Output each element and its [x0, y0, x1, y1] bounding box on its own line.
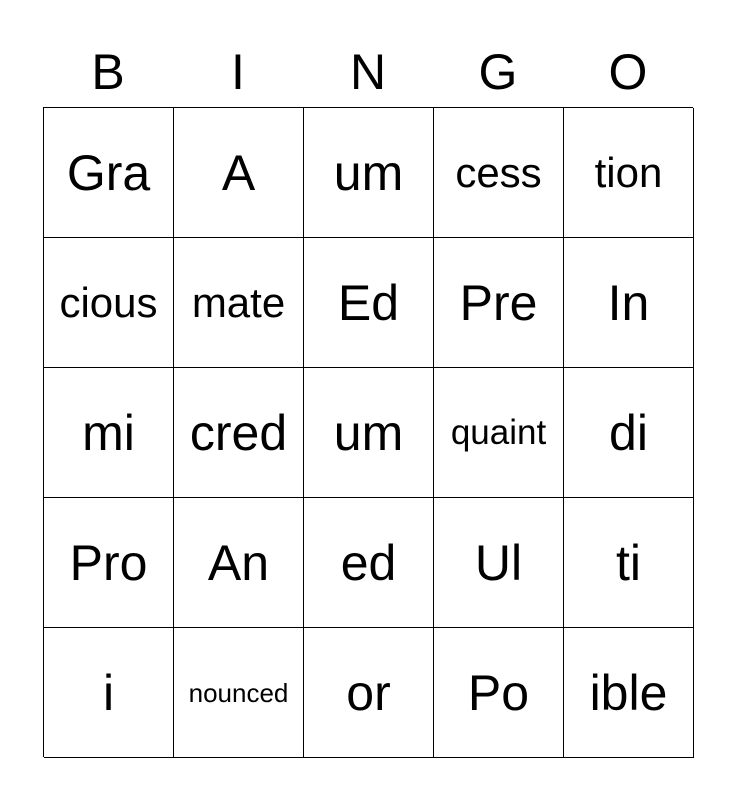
bingo-cell-r1-c5[interactable]: tion [564, 108, 694, 238]
bingo-cell-r5-c2[interactable]: nounced [174, 628, 304, 758]
header-letter-g: G [478, 44, 518, 100]
bingo-cell-r3-c2[interactable]: cred [174, 368, 304, 498]
bingo-cell-r5-c3[interactable]: or [304, 628, 434, 758]
bingo-cell-r3-c4[interactable]: quaint [434, 368, 564, 498]
bingo-cell-r3-c3[interactable]: um [304, 368, 434, 498]
header-letter-o: O [608, 44, 648, 100]
bingo-board [43, 107, 693, 757]
bingo-cell-r4-c4[interactable]: Ul [434, 498, 564, 628]
bingo-cell-r2-c2[interactable]: mate [174, 238, 304, 368]
header-letter-n: N [349, 44, 387, 100]
bingo-cell-r2-c4[interactable]: Pre [434, 238, 564, 368]
bingo-cell-r5-c5[interactable]: ible [564, 628, 694, 758]
bingo-cell-r1-c1[interactable]: Gra [44, 108, 174, 238]
bingo-cell-r1-c4[interactable]: cess [434, 108, 564, 238]
bingo-cell-r4-c5[interactable]: ti [564, 498, 694, 628]
bingo-header [43, 36, 693, 108]
bingo-cell-r3-c1[interactable]: mi [44, 368, 174, 498]
header-letter-b: B [91, 44, 125, 100]
bingo-cell-r1-c3[interactable]: um [304, 108, 434, 238]
bingo-cell-r4-c1[interactable]: Pro [44, 498, 174, 628]
bingo-cell-r2-c1[interactable]: cious [44, 238, 174, 368]
bingo-cell-r2-c5[interactable]: In [564, 238, 694, 368]
bingo-cell-r4-c3[interactable]: ed [304, 498, 434, 628]
bingo-cell-r5-c1[interactable]: i [44, 628, 174, 758]
bingo-cell-r1-c2[interactable]: A [174, 108, 304, 238]
bingo-cell-r5-c4[interactable]: Po [434, 628, 564, 758]
bingo-cell-r4-c2[interactable]: An [174, 498, 304, 628]
header-letter-i: I [231, 44, 245, 100]
bingo-cell-r3-c5[interactable]: di [564, 368, 694, 498]
bingo-cell-r2-c3[interactable]: Ed [304, 238, 434, 368]
